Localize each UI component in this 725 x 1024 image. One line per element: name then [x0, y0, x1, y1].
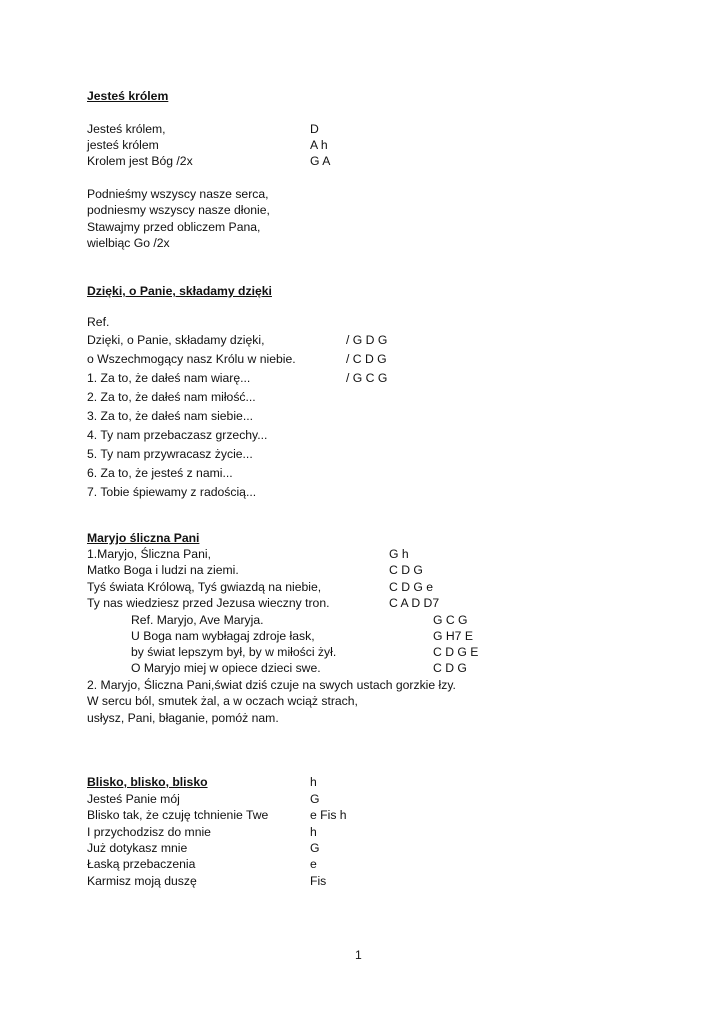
refrain-line: U Boga nam wybłagaj zdroje łask,: [131, 629, 315, 643]
lyric-line: Krolem jest Bóg /2x: [87, 154, 193, 168]
lyric-line: Ref.: [87, 315, 110, 329]
chord-line: G h: [389, 547, 409, 561]
song-title-3: Maryjo śliczna Pani: [87, 531, 200, 545]
chord-line: C D G: [389, 563, 423, 577]
chord-line: C D G: [433, 661, 467, 675]
song-title-4: Blisko, blisko, blisko: [87, 775, 208, 789]
lyric-line: wielbiąc Go /2x: [87, 236, 170, 250]
lyric-line: Już dotykasz mnie: [87, 841, 188, 855]
lyric-line: 2. Maryjo, Śliczna Pani,świat dziś czuje na swych ustach gorzkie łzy.: [87, 678, 456, 692]
lyric-line: Ty nas wiedziesz przed Jezusa wieczny tron.: [87, 596, 330, 610]
chord-line: G: [310, 792, 320, 806]
lyric-line: W sercu ból, smutek żal, a w oczach wciąż strach,: [87, 694, 358, 708]
lyric-line: I przychodzisz do mnie: [87, 825, 211, 839]
chord-line: e Fis h: [310, 808, 347, 822]
chord-line: e: [310, 857, 317, 871]
page-number: 1: [355, 948, 362, 962]
lyric-line: Jesteś Panie mój: [87, 792, 180, 806]
refrain-line: by świat lepszym był, by w miłości żył.: [131, 645, 337, 659]
lyric-line: Jesteś królem,: [87, 122, 166, 136]
refrain-line: O Maryjo miej w opiece dzieci swe.: [131, 661, 321, 675]
lyric-line: 4. Ty nam przebaczasz grzechy...: [87, 428, 268, 442]
chord-line: h: [310, 775, 317, 789]
chord-line: C D G e: [389, 580, 434, 594]
chord-line: / G D G: [346, 333, 388, 347]
lyric-line: 1. Za to, że dałeś nam wiarę...: [87, 371, 251, 385]
chord-line: A h: [310, 138, 328, 152]
chord-line: h: [310, 825, 317, 839]
lyric-line: Dzięki, o Panie, składamy dzięki,: [87, 333, 265, 347]
lyric-line: 7. Tobie śpiewamy z radością...: [87, 485, 257, 499]
lyric-line: 5. Ty nam przywracasz życie...: [87, 447, 253, 461]
lyric-line: podniesmy wszyscy nasze dłonie,: [87, 203, 270, 217]
lyric-line: jesteś królem: [87, 138, 159, 152]
lyric-line: Stawajmy przed obliczem Pana,: [87, 220, 261, 234]
lyric-line: Blisko tak, że czuję tchnienie Twe: [87, 808, 269, 822]
chord-line: G A: [310, 154, 331, 168]
refrain-line: Ref. Maryjo, Ave Maryja.: [131, 613, 264, 627]
song-title-2: Dzięki, o Panie, składamy dzięki: [87, 284, 272, 298]
chord-line: C D G E: [433, 645, 479, 659]
chord-line: / C D G: [346, 352, 387, 366]
chord-line: Fis: [310, 874, 327, 888]
chord-line: / G C G: [346, 371, 388, 385]
chord-line: G: [310, 841, 320, 855]
chord-line: C A D D7: [389, 596, 440, 610]
lyric-line: o Wszechmogący nasz Królu w niebie.: [87, 352, 296, 366]
lyric-line: Karmisz moją duszę: [87, 874, 197, 888]
chord-line: G C G: [433, 613, 468, 627]
chord-line: D: [310, 122, 319, 136]
lyric-line: 3. Za to, że dałeś nam siebie...: [87, 409, 253, 423]
lyric-line: 1.Maryjo, Śliczna Pani,: [87, 547, 211, 561]
lyric-line: Tyś świata Królową, Tyś gwiazdą na niebie,: [87, 580, 322, 594]
lyric-line: 6. Za to, że jesteś z nami...: [87, 466, 233, 480]
lyric-line: 2. Za to, że dałeś nam miłość...: [87, 390, 256, 404]
lyric-line: Podnieśmy wszyscy nasze serca,: [87, 187, 269, 201]
song-title-1: Jesteś królem: [87, 89, 169, 103]
chord-line: G H7 E: [433, 629, 473, 643]
lyric-line: Matko Boga i ludzi na ziemi.: [87, 563, 239, 577]
lyric-line: Łaską przebaczenia: [87, 857, 196, 871]
lyric-line: usłysz, Pani, błaganie, pomóż nam.: [87, 711, 279, 725]
